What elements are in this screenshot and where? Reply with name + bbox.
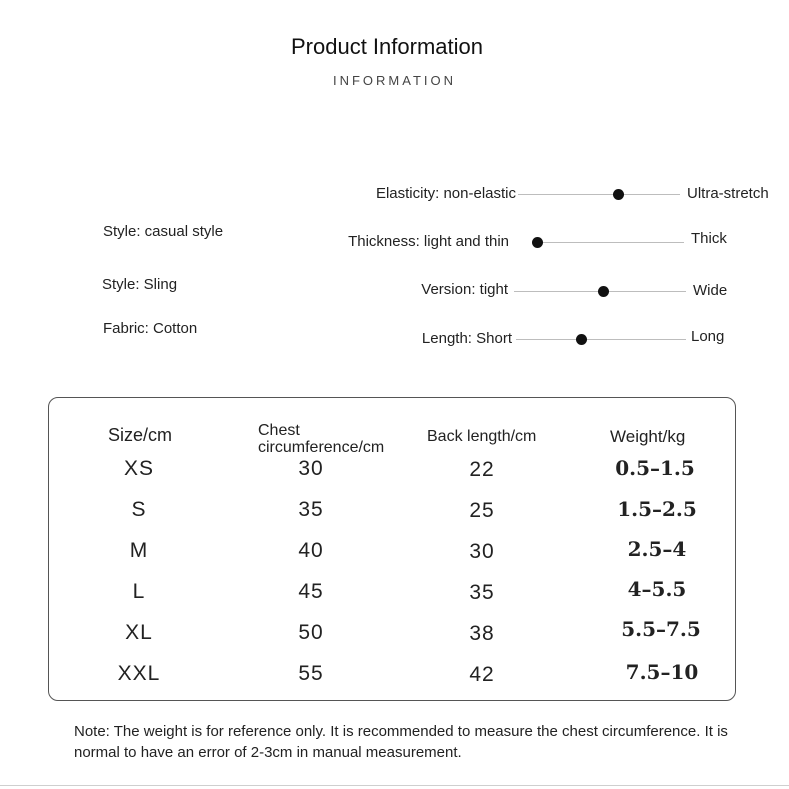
scale-indicator	[613, 189, 624, 200]
cell-back-length: 42	[469, 663, 495, 686]
header-chest: Chest circumference/cm	[258, 422, 385, 456]
cell-weight: 4–5.5	[627, 577, 687, 601]
measurement-note: Note: The weight is for reference only. It is recommended to measure the chest circumference. It is normal to have an error of 2-3cm in manual measurement.	[74, 723, 728, 761]
cell-chest: 55	[298, 662, 324, 685]
page-title: Product Information	[291, 34, 483, 59]
cell-back-length: 30	[469, 540, 495, 563]
cell-size: XXL	[117, 662, 161, 685]
cell-chest: 40	[298, 539, 324, 562]
scale-end-label: Thick	[691, 230, 727, 247]
scale-track	[516, 339, 686, 340]
cell-size: XS	[123, 457, 154, 480]
attribute-style-casual: Style: casual style	[103, 223, 224, 240]
cell-back-length: 25	[469, 499, 495, 522]
attribute-fabric: Fabric: Cotton	[103, 320, 198, 337]
cell-weight: 5.5–7.5	[621, 617, 701, 641]
scale-track	[518, 194, 680, 195]
header-weight: Weight/kg	[610, 427, 686, 446]
cell-weight: 0.5–1.5	[615, 456, 695, 480]
scale-indicator	[532, 237, 543, 248]
scale-track	[537, 242, 684, 243]
cell-weight: 2.5–4	[627, 537, 687, 561]
scale-end-label: Long	[691, 328, 725, 345]
header-back-length: Back length/cm	[427, 428, 537, 445]
cell-chest: 30	[298, 457, 324, 480]
scale-label: Version: tight	[421, 281, 508, 298]
cell-size: M	[129, 539, 149, 562]
cell-chest: 45	[298, 580, 324, 603]
cell-weight: 7.5–10	[625, 660, 699, 684]
cell-size: XL	[125, 621, 153, 644]
cell-back-length: 22	[469, 458, 495, 481]
cell-chest: 35	[298, 498, 324, 521]
scale-indicator	[576, 334, 587, 345]
scale-indicator	[598, 286, 609, 297]
cell-chest: 50	[298, 621, 324, 644]
bottom-divider	[0, 785, 789, 786]
scale-label: Length: Short	[421, 330, 512, 347]
cell-size: L	[132, 580, 146, 603]
header-size: Size/cm	[108, 425, 173, 445]
cell-size: S	[131, 498, 147, 521]
scale-track	[514, 291, 686, 292]
page-subtitle: INFORMATION	[332, 73, 457, 88]
scale-label: Elasticity: non-elastic	[375, 185, 516, 202]
attribute-style-sling: Style: Sling	[102, 276, 178, 293]
scale-end-label: Wide	[693, 282, 728, 299]
cell-back-length: 38	[469, 622, 495, 645]
scale-label: Thickness: light and thin	[348, 233, 509, 250]
cell-back-length: 35	[469, 581, 495, 604]
scale-end-label: Ultra-stretch	[687, 185, 769, 202]
cell-weight: 1.5–2.5	[617, 497, 697, 521]
